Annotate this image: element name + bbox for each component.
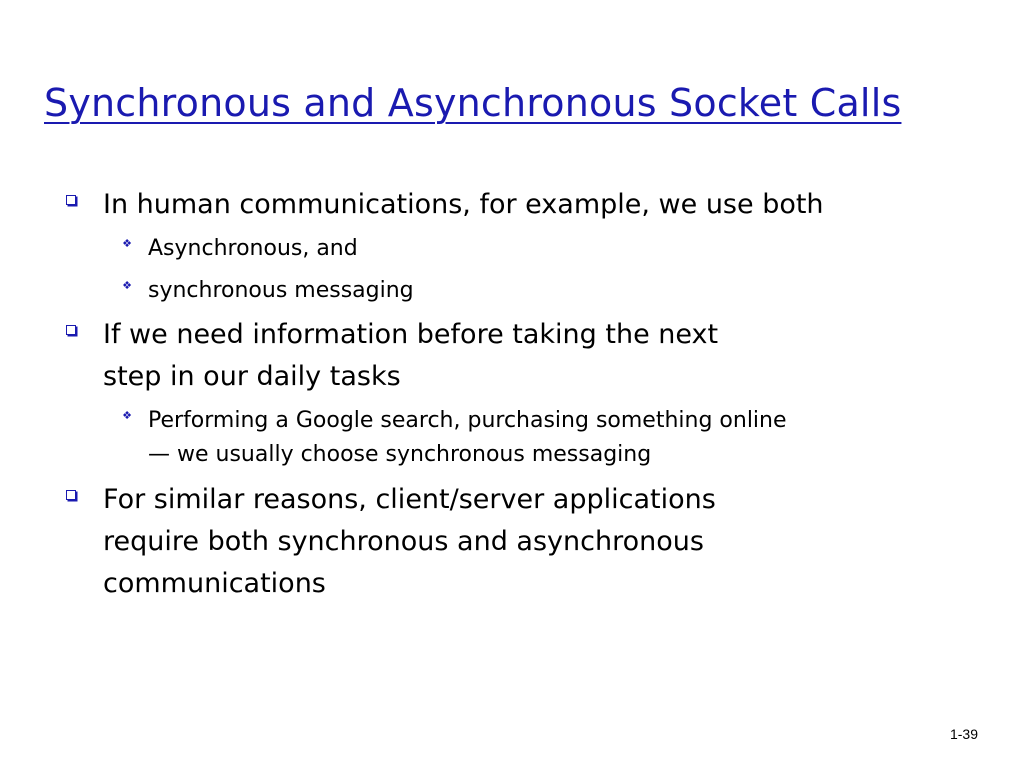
sub-bullet-line: synchronous messaging: [148, 278, 414, 303]
sub-bullet-line: — we usually choose synchronous messaging: [148, 442, 652, 467]
diamond-bullet-icon: ❖: [122, 409, 132, 422]
sub-bullet-text: [148, 232, 908, 266]
bullet-line: require both synchronous and asynchronous: [103, 526, 704, 557]
bullet-line: If we need information before taking the next: [103, 319, 719, 350]
bullet-text: [103, 314, 883, 398]
bullet-line: For similar reasons, client/server applications: [103, 484, 716, 515]
square-bullet-icon: [66, 195, 76, 205]
sub-bullet-line: Asynchronous, and: [148, 236, 358, 261]
diamond-bullet-icon: ❖: [122, 237, 132, 250]
bullet-line: In human communications, for example, we use both: [103, 189, 824, 220]
square-bullet-icon: [66, 490, 76, 500]
slide-number: 1-39: [949, 726, 978, 742]
bullet-line: step in our daily tasks: [103, 361, 401, 392]
sub-bullet-text: [148, 404, 908, 472]
bullet-text: [103, 479, 883, 605]
slide-title: Synchronous and Asynchronous Socket Calls: [44, 81, 902, 125]
bullet-text: [103, 184, 883, 226]
sub-bullet-line: Performing a Google search, purchasing something online: [148, 408, 787, 433]
diamond-bullet-icon: ❖: [122, 279, 132, 292]
bullet-line: communications: [103, 568, 326, 599]
sub-bullet-text: [148, 274, 908, 308]
square-bullet-icon: [66, 325, 76, 335]
